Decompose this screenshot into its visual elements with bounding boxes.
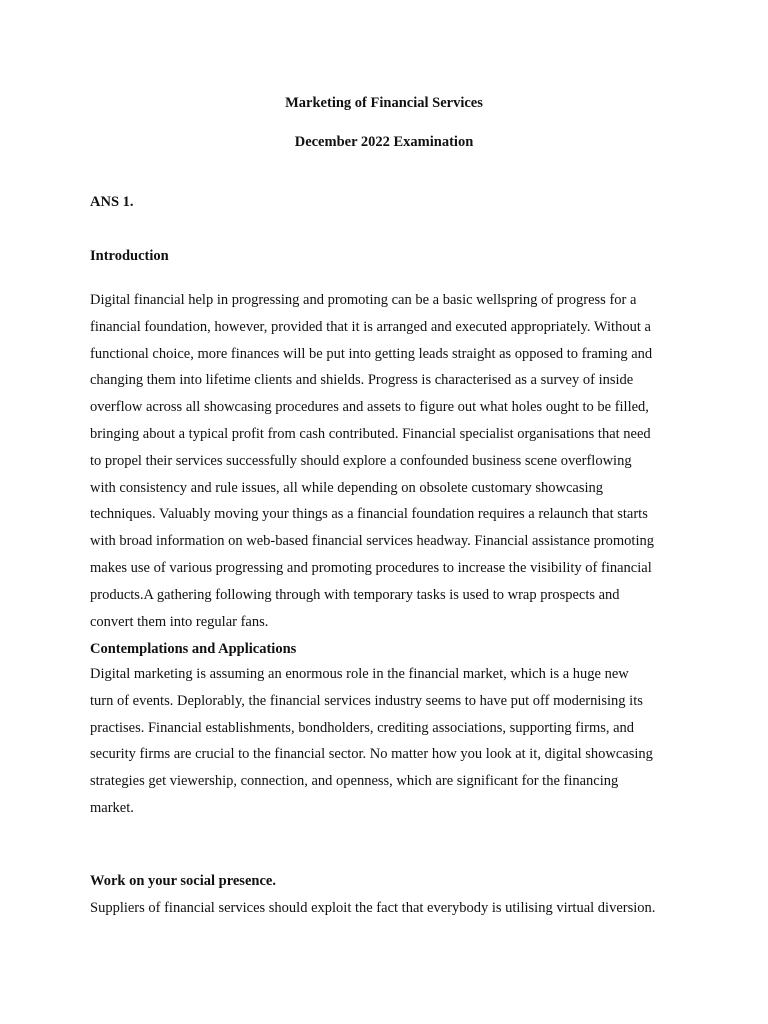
paragraph-line: changing them into lifetime clients and shields. Progress is characterised as a survey of inside <box>90 372 634 389</box>
social-presence-heading: Work on your social presence. <box>90 873 276 889</box>
contemplations-heading: Contemplations and Applications <box>90 641 297 657</box>
paragraph-line: strategies get viewership, connection, and openness, which are significant for the financing <box>90 773 619 790</box>
paragraph-line: techniques. Valuably moving your things as a financial foundation requires a relaunch that starts <box>90 506 648 523</box>
paragraph-line: Digital financial help in progressing and promoting can be a basic wellspring of progress for a <box>90 292 637 308</box>
contemplations-paragraph <box>90 661 690 822</box>
paragraph-line: turn of events. Deplorably, the financial services industry seems to have put off modernising its <box>90 692 643 709</box>
paragraph-line: market. <box>90 799 134 816</box>
paragraph-line: financial foundation, however, provided that it is arranged and executed appropriately. Without a <box>90 318 651 335</box>
paragraph-line: convert them into regular fans. <box>90 613 269 630</box>
introduction-paragraph <box>90 287 690 635</box>
paragraph-line: security firms are crucial to the financial sector. No matter how you look at it, digital showcasing <box>90 746 653 763</box>
document-subtitle: December 2022 Examination <box>294 134 474 150</box>
paragraph-line: practises. Financial establishments, bondholders, crediting associations, supporting firms, and <box>90 719 635 736</box>
paragraph-line: bringing about a typical profit from cash contributed. Financial specialist organisations that need <box>90 425 651 442</box>
paragraph-line: Digital marketing is assuming an enormous role in the financial market, which is a huge new <box>90 666 629 682</box>
paragraph-line: overflow across all showcasing procedures and assets to figure out what holes ought to be filled, <box>90 399 649 416</box>
paragraph-line: makes use of various progressing and promoting procedures to increase the visibility of financial <box>90 559 652 576</box>
social-presence-paragraph <box>90 895 690 922</box>
document-title: Marketing of Financial Services <box>285 95 483 111</box>
paragraph-line: Suppliers of financial services should exploit the fact that everybody is utilising virtual diversion. <box>90 900 656 916</box>
answer-label: ANS 1. <box>90 194 134 210</box>
paragraph-line: with broad information on web-based financial services headway. Financial assistance promoting <box>90 533 654 550</box>
introduction-heading: Introduction <box>90 248 169 264</box>
paragraph-line: with consistency and rule issues, all while depending on obsolete customary showcasing <box>90 479 604 496</box>
paragraph-line: products.A gathering following through with temporary tasks is used to wrap prospects and <box>90 586 620 603</box>
paragraph-line: functional choice, more finances will be put into getting leads straight as opposed to framing and <box>90 345 653 362</box>
paragraph-line: to propel their services successfully should explore a confounded business scene overflowing <box>90 452 632 469</box>
